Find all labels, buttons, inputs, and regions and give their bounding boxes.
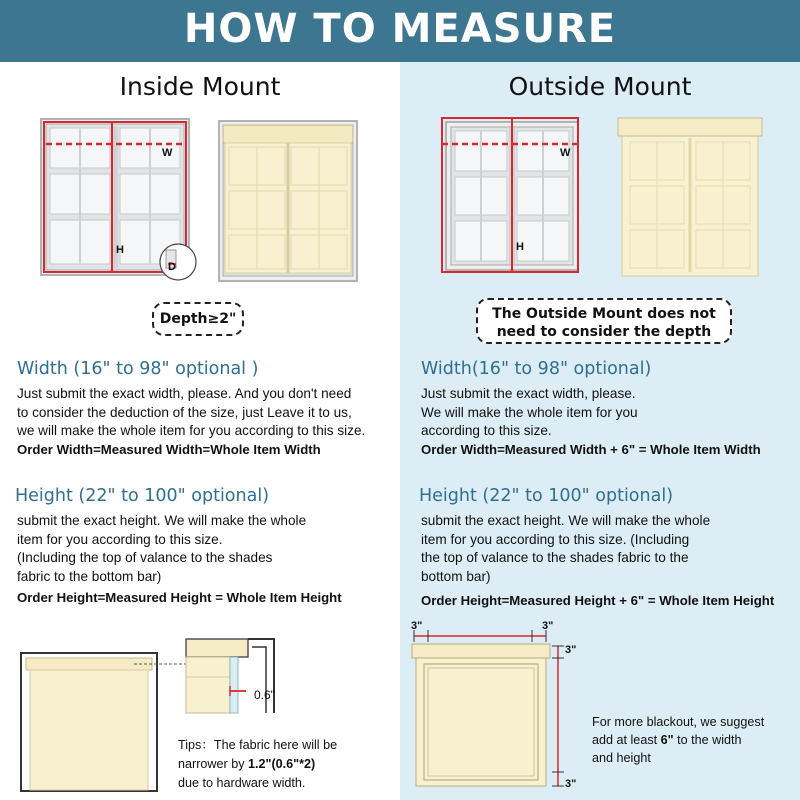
inside-height-title: Height (22" to 100" optional) xyxy=(15,486,270,506)
dim-left-label: 3" xyxy=(411,620,423,632)
outside-window-diagram xyxy=(440,116,590,276)
dim-bottom-label: 3" xyxy=(565,778,577,790)
outside-height-formula: Order Height=Measured Height + 6" = Whole Item Height xyxy=(421,593,775,608)
blackout-line-1: For more blackout, we suggest xyxy=(592,715,765,729)
outside-width-text xyxy=(421,385,638,441)
blackout-line-2-post: to the width xyxy=(673,733,742,747)
outside-width-title: Width(16" to 98" optional) xyxy=(421,359,652,379)
outside-height-line-2: item for you according to this size. (Including xyxy=(421,531,690,547)
inside-w-label: W xyxy=(162,147,173,159)
inside-height-line-2: item for you according to this size. xyxy=(17,531,223,547)
inside-height-text xyxy=(17,512,306,586)
inside-height-line-3: (Including the top of valance to the shades xyxy=(17,550,273,565)
outside-width-line-1: Just submit the exact width, please. xyxy=(421,386,636,401)
outside-w-label: W xyxy=(560,147,571,159)
leader-line xyxy=(134,660,194,670)
blackout-line-2-bold: 6" xyxy=(660,733,674,747)
inside-d-label: D xyxy=(168,261,176,273)
inside-tips xyxy=(178,736,337,793)
outside-width-formula: Order Width=Measured Width + 6" = Whole Item Width xyxy=(421,442,761,457)
blackout-line-3: and height xyxy=(592,751,651,765)
inside-mount-title: Inside Mount xyxy=(119,72,281,101)
hardware-gap-closeup xyxy=(186,637,281,717)
outside-mount-title: Outside Mount xyxy=(508,72,692,101)
outside-shade-diagram xyxy=(618,116,768,278)
outside-depth-note-line-2: need to consider the depth xyxy=(496,324,712,340)
tips-line-1: Tips：The fabric here will be xyxy=(178,738,338,752)
gap-label: 0.6" xyxy=(254,688,275,702)
tips-line-2-bold: 1.2"(0.6"*2) xyxy=(248,757,316,771)
outside-width-line-3: according to this size. xyxy=(421,423,552,438)
inside-width-text xyxy=(17,385,365,441)
inside-h-label: H xyxy=(116,244,124,256)
blackout-line-2-pre: add at least xyxy=(592,733,661,747)
dim-right-label: 3" xyxy=(542,620,554,632)
dim-top-label: 3" xyxy=(565,644,577,656)
inside-width-title: Width (16" to 98" optional ) xyxy=(17,359,259,379)
inside-shade-diagram xyxy=(218,120,368,282)
inside-mount-shade-diagram xyxy=(20,652,160,792)
tips-line-3: due to hardware width. xyxy=(178,776,306,790)
tips-line-2: narrower by xyxy=(178,757,248,771)
outside-height-line-3: the top of valance to the shades fabric to the xyxy=(421,550,689,565)
inside-height-line-1: submit the exact height. We will make the whole xyxy=(17,513,307,528)
inside-height-line-4: fabric to the bottom bar) xyxy=(17,568,162,584)
page-title: HOW TO MEASURE xyxy=(183,6,617,52)
inside-height-formula: Order Height=Measured Height = Whole Item Height xyxy=(17,590,342,605)
outside-depth-note xyxy=(476,298,732,344)
outside-height-text xyxy=(421,512,710,586)
header-banner xyxy=(0,0,800,62)
inside-width-line-2: to consider the deduction of the size, just Leave it to us, xyxy=(17,404,352,420)
outside-h-label: H xyxy=(516,241,524,253)
outside-blackout-note xyxy=(592,713,764,767)
outside-height-title: Height (22" to 100" optional) xyxy=(419,486,674,506)
inside-width-line-1: Just submit the exact width, please. And you don't need xyxy=(17,386,352,401)
inside-width-line-3: we will make the whole item for you according to this size. xyxy=(17,423,366,438)
outside-depth-note-line-1: The Outside Mount does not xyxy=(492,306,716,322)
inside-width-formula: Order Width=Measured Width=Whole Item Width xyxy=(17,442,321,457)
outside-width-line-2: We will make the whole item for you xyxy=(421,404,638,420)
inside-window-diagram xyxy=(40,118,220,278)
depth-note: Depth≥2" xyxy=(152,302,244,336)
outside-height-line-4: bottom bar) xyxy=(421,568,491,584)
outside-height-line-1: submit the exact height. We will make the whole xyxy=(421,513,711,528)
